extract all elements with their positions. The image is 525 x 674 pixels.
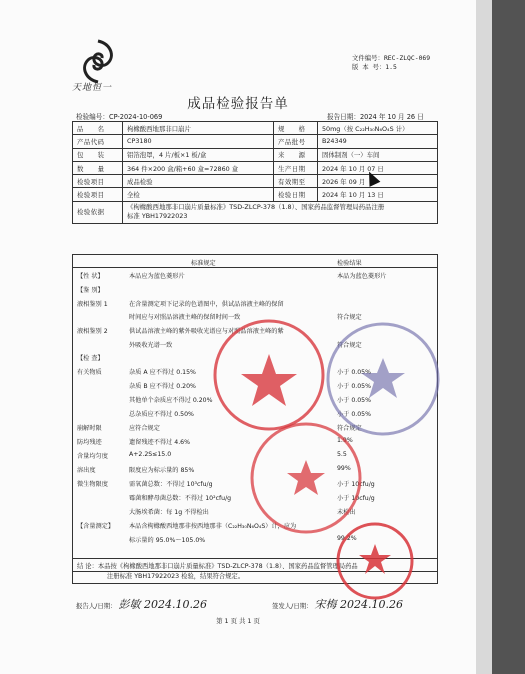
spec-row-label: 溶出度 — [77, 467, 96, 474]
viewer-background — [492, 0, 525, 674]
reporter: 报告人/日期： 彭敏 2024.10.26 — [76, 598, 208, 611]
quantity: 364 件×200 盒/箱+60 盒=72860 盒 — [123, 161, 274, 174]
spec-row-result: 小于 0.05% — [337, 397, 371, 404]
spec-row-standard: A+2.2S≤15.0 — [129, 451, 172, 458]
test-item: 成品检验 — [123, 175, 274, 188]
spec-row-result: 5.5 — [337, 451, 347, 458]
spec-row-result: 未检出 — [337, 509, 356, 516]
spec-header: 标准规定 检验结果 — [73, 255, 437, 268]
spec-row-label: 含量均匀度 — [77, 453, 108, 460]
spec-row-result: 小于 10cfu/g — [337, 481, 375, 488]
spec-row-standard: 总杂质应不得过 0.50% — [129, 411, 194, 418]
spec-row-standard: 供试品溶液主峰的紫外吸收光谱应与对照品溶液主峰的紫 — [129, 328, 284, 335]
batch-number: B24349 — [317, 135, 437, 148]
spec-row-standard: 霉菌和酵母菌总数：不得过 10²cfu/g — [129, 495, 232, 502]
spec-row-result: 小于 10cfu/g — [337, 495, 375, 502]
spec-row-result: 符合规定 — [337, 314, 362, 321]
spec-row-result: 1.9% — [337, 437, 353, 444]
reviewer-signature: 宋梅 2024.10.26 — [314, 598, 404, 611]
spec-row-result: 本品为蓝色菱形片 — [337, 273, 387, 280]
spec-row-result: 小于 0.05% — [337, 411, 371, 418]
spec-row-label: 微生物限度 — [77, 481, 108, 488]
spec-row-standard: 在含量测定项下记录的色谱图中，供试品溶液主峰的保留 — [129, 301, 284, 308]
spec-row-result: 符合规定 — [337, 425, 362, 432]
spec-row-label: 【鉴 别】 — [77, 287, 104, 294]
info-table: 品 名 枸橼酸西地那非口崩片 规 格 50mg（按 C₂₂H₃₀N₆O₄S 计） 产品代码 CP3180 产品批号 B24349 包 装 铝箔泡罩，4 片/板×1 板/盒 来 源 固体制剂（一）车间 数 量 364 件×200 盒/箱+60 盒=72860 盒 生产日期 2024 年 10 月 07 日 检验项目 成品检验 有效期至 2026 年 09 月 检验项目 全检 检验日期 2024 年 10 月 13 日 检验依据 《枸橼酸西地那非口崩片质量标准》TSD-ZLCP-378（1.8）、国家药品监督管理局药品注册 标准 YBH17922023 — [72, 121, 438, 224]
spec-row-label: 【检 查】 — [77, 355, 104, 362]
spec-row-label: 【含量测定】 — [77, 523, 115, 530]
spec-row-standard: 其他单个杂质应不得过 0.20% — [129, 397, 213, 404]
test-scope: 全检 — [123, 188, 274, 201]
product-code: CP3180 — [123, 135, 274, 148]
company-seal-icon — [322, 318, 444, 440]
page-number: 第 1 页 共 1 页 — [216, 617, 260, 625]
manufacture-date: 2024 年 10 月 07 日 — [317, 161, 437, 174]
spec-row-label: 防均残迹 — [77, 439, 102, 446]
spec-row-standard: 遗留残迹不得过 4.6% — [129, 439, 190, 446]
page-title: 成品检验报告单 — [187, 96, 289, 112]
spec-row-standard: 需氧菌总数：不得过 10³cfu/g — [129, 481, 213, 488]
spec-row-label: 有关物质 — [77, 369, 102, 376]
conclusion: 结 论：本品按《枸橼酸西地那非口崩片质量标准》TSD-ZLCP-378（1.8）、国家药品监督管理局药品 注册标准 YBH17922023 检验，结果符合规定。 — [72, 558, 438, 584]
report-number: 检验编号：CP-2024-10-069 — [76, 113, 163, 121]
spec-row-standard: 时间应与对照品溶液主峰的保留时间一致 — [129, 314, 241, 321]
test-date: 2024 年 10 月 13 日 — [317, 188, 437, 201]
reviewer: 签发人/日期： 宋梅 2024.10.26 — [272, 598, 404, 611]
spec-row-standard: 外吸收光谱一致 — [129, 342, 173, 349]
spec-row-standard: 本品含枸橼酸西地那非按西地那非（C₂₂H₃₀N₆O₄S）计，应为 — [129, 523, 297, 530]
spec-row-label: 液相鉴别 1 — [77, 301, 108, 308]
product-name: 枸橼酸西地那非口崩片 — [123, 122, 274, 135]
spec-row-result: 99.2% — [337, 535, 357, 542]
spec-row-standard: 杂质 A 应不得过 0.15% — [129, 369, 196, 376]
packaging: 铝箔泡罩，4 片/板×1 板/盒 — [123, 148, 274, 161]
product-spec: 50mg（按 C₂₂H₃₀N₆O₄S 计） — [317, 122, 437, 135]
spec-row-standard: 杂质 B 应不得过 0.20% — [129, 383, 196, 390]
source: 固体制剂（一）车间 — [317, 148, 437, 161]
spec-row-label: 液相鉴别 2 — [77, 328, 108, 335]
spec-row-standard: 应符合规定 — [129, 425, 160, 432]
release-seal-icon — [334, 520, 416, 602]
spec-row-label: 【性 状】 — [77, 273, 104, 280]
logo-text: 天地恒一 — [72, 83, 113, 93]
scrollbar-track[interactable] — [476, 0, 492, 674]
spec-row-result: 小于 0.05% — [337, 383, 371, 390]
expiry-date: 2026 年 09 月 — [317, 175, 437, 188]
spec-row-standard: 限度应为标示量的 85% — [129, 467, 195, 474]
spec-row-standard: 本品应为蓝色菱形片 — [129, 273, 185, 280]
reporter-signature: 彭敏 2024.10.26 — [118, 598, 208, 611]
spec-row-result: 小于 0.05% — [337, 369, 371, 376]
company-logo-icon — [78, 38, 118, 86]
test-basis: 《枸橼酸西地那非口崩片质量标准》TSD-ZLCP-378（1.8）、国家药品监督管理局药品注册 标准 YBH17922023 — [123, 201, 438, 223]
document-number: 文件编号：REC-ZLQC-069 版 本 号：1.5 — [352, 54, 431, 71]
report-date: 报告日期：2024 年 10 月 26 日 — [327, 113, 424, 121]
spec-row-result: 99% — [337, 465, 351, 472]
spec-row-standard: 标示量的 95.0%～105.0% — [129, 537, 206, 544]
spec-row-label: 崩解时限 — [77, 425, 102, 432]
spec-row-standard: 大肠埃希菌：每 1g 不得检出 — [129, 509, 209, 516]
spec-row-result: 符合规定 — [337, 342, 362, 349]
